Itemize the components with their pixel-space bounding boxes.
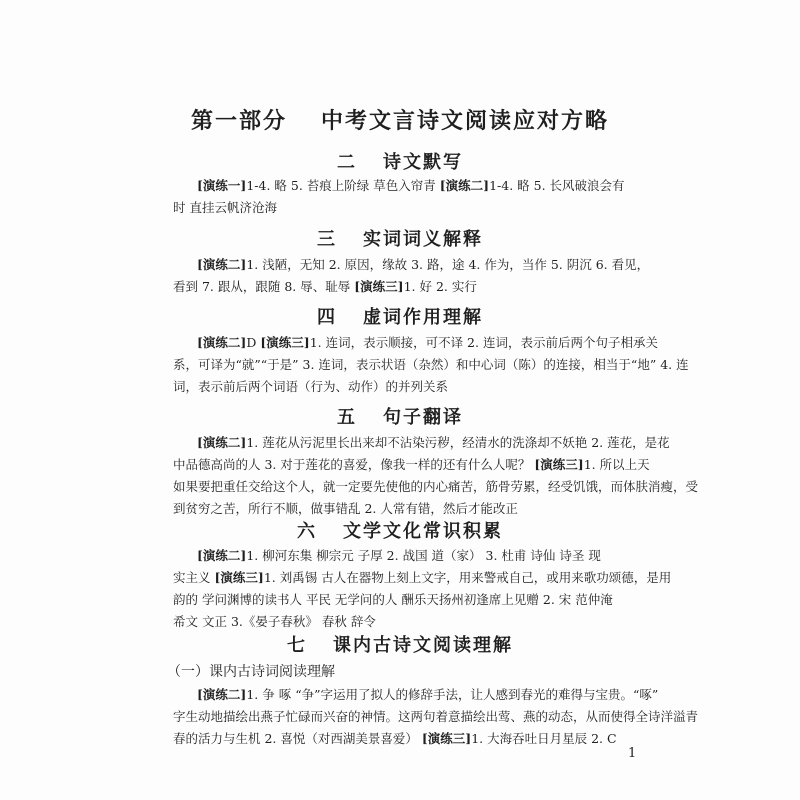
section-heading-7 [0, 631, 800, 657]
answer-text: 中品德高尚的人 3. 对于莲花的喜爱，像我一样的还有什么人呢？ [173, 457, 535, 472]
exercise-tag: [演练三] [421, 731, 472, 746]
answer-text: 1. 刘禹锡 古人在器物上刻上文字，用来警戒自己，或用来歌功颂德，是用 [263, 570, 672, 585]
answer-text: 1. 好 2. 实行 [403, 279, 477, 294]
answer-text: 如果要把重任交给这个人，就一定要先使他的内心痛苦，筋骨劳累，经受饥饿，而体肤消瘦，受 [173, 479, 699, 494]
paragraph-line [173, 545, 633, 567]
answer-text: 1-4. 略 5. 长风破浪会有 [489, 178, 625, 193]
paragraph-line [173, 476, 699, 498]
paragraph-line [173, 706, 699, 728]
section-number: 五 [337, 407, 357, 428]
section-heading-4 [0, 303, 800, 329]
answer-text: 春的活力与生机 2. 喜悦（对西湖美景喜爱） [173, 731, 422, 746]
section-number: 三 [317, 229, 337, 250]
paragraph-line [173, 276, 633, 298]
answer-text: 韵的 学问渊博的读书人 平民 无学问的人 酬乐天扬州初逢席上见赠 2. 宋 范仲淹 [173, 592, 613, 607]
section-title: 文学文化常识积累 [343, 521, 503, 542]
section-title: 实词词义解释 [363, 229, 483, 250]
paragraph-line [173, 332, 658, 354]
answer-text: 1. 争 啄 “争”字运用了拟人的修辞手法，让人感到春光的难得与宝贵。“啄” [246, 687, 659, 702]
section-number: 二 [337, 152, 357, 173]
paragraph-line [173, 432, 670, 454]
paragraph-line [173, 454, 650, 476]
answer-paragraph-2 [173, 175, 633, 219]
paragraph-line [173, 728, 633, 750]
exercise-tag: [演练三] [534, 457, 584, 472]
answer-text: 希文 文正 3.《晏子春秋》 春秋 辞令 [173, 614, 376, 629]
answer-text: 实主义 [173, 570, 215, 585]
exercise-tag: [演练二] [197, 435, 247, 450]
exercise-tag: [演练三] [260, 335, 310, 350]
paragraph-line [173, 175, 633, 197]
paragraph-line [173, 567, 672, 589]
exercise-tag: [演练三] [354, 279, 404, 294]
exercise-tag: [演练三] [214, 570, 264, 585]
section-number: 四 [317, 307, 337, 328]
answer-paragraph-7 [173, 684, 699, 750]
section-title: 虚词作用理解 [363, 307, 483, 328]
part-title-prefix: 第一部分 [190, 109, 287, 134]
section-title: 句子翻译 [383, 407, 463, 428]
answer-paragraph-3 [173, 254, 650, 298]
answer-text: 时 直挂云帆济沧海 [173, 200, 277, 215]
answer-paragraph-5 [173, 432, 699, 520]
section-heading-5 [0, 403, 800, 429]
section-heading-6 [0, 517, 800, 543]
part-title-main: 中考文言诗文阅读应对方略 [321, 109, 610, 134]
section-number: 六 [297, 521, 317, 542]
exercise-tag: [演练二] [197, 335, 247, 350]
answer-text: 看到 7. 跟从，跟随 8. 辱、耻辱 [173, 279, 355, 294]
answer-paragraph-6 [173, 545, 672, 633]
answer-text: 1. 大海吞吐日月星辰 2. C [471, 731, 617, 746]
answer-text: 1-4. 略 5. 苔痕上阶绿 草色入帘青 [246, 178, 440, 193]
subsection-title: （一）课内古诗词阅读理解 [167, 664, 335, 680]
answer-text: 1. 连词，表示顺接，可不译 2. 连词，表示前后两个句子相承关 [309, 335, 658, 350]
page-number: 1 [628, 746, 637, 761]
answer-text: D [246, 335, 261, 350]
answer-paragraph-4 [173, 332, 689, 398]
answer-text: 系，可译为“就”“于是” 3. 连词，表示状语（杂然）和中心词（陈）的连接，相当于“地” 4. 连 [173, 357, 689, 372]
section-title: 诗文默写 [383, 152, 463, 173]
paragraph-line [173, 254, 650, 276]
answer-text: 字生动地描绘出燕子忙碌而兴奋的神情。这两句着意描绘出莺、燕的动态，从而使得全诗洋溢青 [173, 709, 699, 724]
exercise-tag: [演练二] [439, 178, 490, 193]
paragraph-line [173, 684, 659, 706]
section-title: 课内古诗文阅读理解 [333, 635, 513, 656]
section-heading-2 [0, 148, 800, 174]
paragraph-line [173, 354, 689, 376]
section-number: 七 [287, 635, 307, 656]
answer-text: 1. 柳河东集 柳宗元 子厚 2. 战国 道（家） 3. 杜甫 诗仙 诗圣 现 [246, 548, 601, 563]
exercise-tag: [演练一] [197, 178, 247, 193]
part-title [0, 104, 800, 135]
answer-text: 词，表示前后两个词语（行为、动作）的并列关系 [173, 379, 449, 394]
paragraph-line [173, 197, 633, 219]
answer-text: 1. 莲花从污泥里长出来却不沾染污秽，经清水的洗涤却不妖艳 2. 莲花，是花 [246, 435, 670, 450]
exercise-tag: [演练二] [197, 548, 247, 563]
paragraph-line [173, 376, 633, 398]
answer-text: 到贫穷之苦，所行不顺，做事错乱 2. 人常有错，然后才能改正 [173, 501, 518, 516]
exercise-tag: [演练二] [197, 687, 247, 702]
answer-text: 1. 所以上天 [583, 457, 650, 472]
paragraph-line [173, 589, 633, 611]
exercise-tag: [演练二] [197, 257, 247, 272]
paragraph-line [173, 611, 633, 633]
section-heading-3 [0, 225, 800, 251]
answer-text: 1. 浅陋，无知 2. 原因，缘故 3. 路，途 4. 作为，当作 5. 阴沉 6. 看见， [246, 257, 650, 272]
